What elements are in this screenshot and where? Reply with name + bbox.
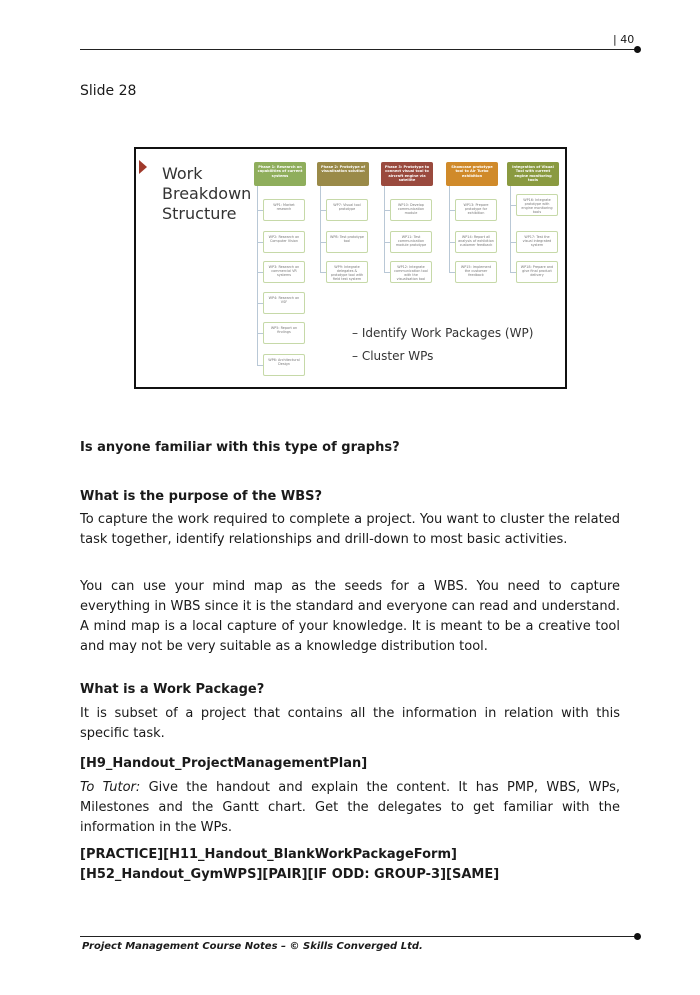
footer-text: Project Management Course Notes – © Skills Converged Ltd. — [82, 941, 423, 952]
header-rule — [80, 49, 637, 50]
paragraph-mind-map: You can use your mind map as the seeds for a WBS. You need to capture everything in WBS since it is the standard and everyone can read and understand. A mind map is a local capture of your knowledge. It is meant to be a creative tool and may not be very suitable as a knowledge distribution tool. — [80, 579, 620, 654]
wbs-connector — [320, 186, 321, 272]
handout-reference: [H9_Handout_ProjectManagementPlan] — [80, 756, 368, 771]
wbs-phase-header: Integration of Visual Tool with current engine monitoring tools — [507, 162, 559, 186]
wbs-work-package: WP1: Market research — [263, 199, 305, 221]
wbs-connector — [510, 186, 511, 272]
wbs-work-package: WP14: Report all analysis of exhibition customer feedback — [455, 231, 497, 253]
wbs-work-package: WP4: Research on VSF — [263, 292, 305, 314]
wbs-work-package: WP11: Test communication module prototype — [390, 231, 432, 253]
wbs-work-package: WP5: Report on findings — [263, 322, 305, 344]
wbs-connector — [257, 186, 258, 365]
wbs-work-package: WP9: Integrate delegates & prototype tool with field test system — [326, 261, 368, 283]
bullet-cluster-wps: – Cluster WPs — [352, 349, 434, 363]
slide-label: Slide 28 — [80, 83, 137, 99]
title-marker-icon — [139, 160, 147, 174]
wbs-connector — [449, 186, 450, 272]
page-number: | 40 — [613, 33, 635, 46]
bullet-identify-wp: – Identify Work Packages (WP) — [352, 326, 534, 340]
wbs-work-package: WP7: Visual tool prototype — [326, 199, 368, 221]
wbs-work-package: WP10: Develop communication module — [390, 199, 432, 221]
wbs-work-package: WP18: Prepare and give final product delivery — [516, 261, 558, 283]
wbs-phase-header: Phase 3: Prototype to connect visual tool to aircraft engine via satellite — [381, 162, 433, 186]
wbs-work-package: WP13: Prepare prototype for exhibition — [455, 199, 497, 221]
wbs-work-package: WP16: Integrate prototype with engine monitoring tools — [516, 194, 558, 216]
question-wbs-purpose: What is the purpose of the WBS? — [80, 489, 323, 504]
slide-image — [134, 147, 567, 389]
wbs-phase-header: Showcase prototype tool to Air Turbo exhibition — [446, 162, 498, 186]
wbs-work-package: WP3: Research on commercial VR systems — [263, 261, 305, 283]
question-familiar: Is anyone familiar with this type of graphs? — [80, 440, 400, 455]
wbs-work-package: WP17: Test the visual integrated system — [516, 231, 558, 253]
wbs-phase-header: Phase 1: Research on capabilities of current systems — [254, 162, 306, 186]
paragraph-wbs-purpose: To capture the work required to complete a project. You want to cluster the related task together, identify relationships and drill-down to most basic activities. — [80, 512, 620, 547]
slide-title: Work Breakdown Structure — [162, 164, 252, 223]
wbs-work-package: WP6: Architectural Design — [263, 354, 305, 376]
tutor-label: To Tutor: — [80, 780, 141, 795]
wbs-connector — [384, 186, 385, 272]
question-work-package: What is a Work Package? — [80, 682, 265, 697]
wbs-work-package: WP2: Research on Computer Vision — [263, 231, 305, 253]
wbs-work-package: WP8: Test prototype tool — [326, 231, 368, 253]
tutor-note — [80, 778, 620, 838]
wbs-work-package: WP12: Integrate communication tool with the visualisation tool — [390, 261, 432, 283]
wbs-phase-header: Phase 2: Prototype of visualisation solution — [317, 162, 369, 186]
wbs-work-package: WP15: Implement the customer feedback — [455, 261, 497, 283]
tutor-text: Give the handout and explain the content. It has PMP, WBS, WPs, Milestones and the Gantt chart. Get the delegates to get familiar with the information in the WPs. — [80, 780, 620, 835]
practice-reference: [PRACTICE][H11_Handout_BlankWorkPackageForm][H52_Handout_GymWPS][PAIR][IF ODD: GROUP-3][SAME] — [80, 847, 500, 882]
header-rule-dot — [634, 46, 641, 53]
paragraph-work-package: It is subset of a project that contains all the information in relation with this specific task. — [80, 706, 620, 741]
footer-rule-dot — [634, 933, 641, 940]
footer-rule — [80, 936, 637, 937]
